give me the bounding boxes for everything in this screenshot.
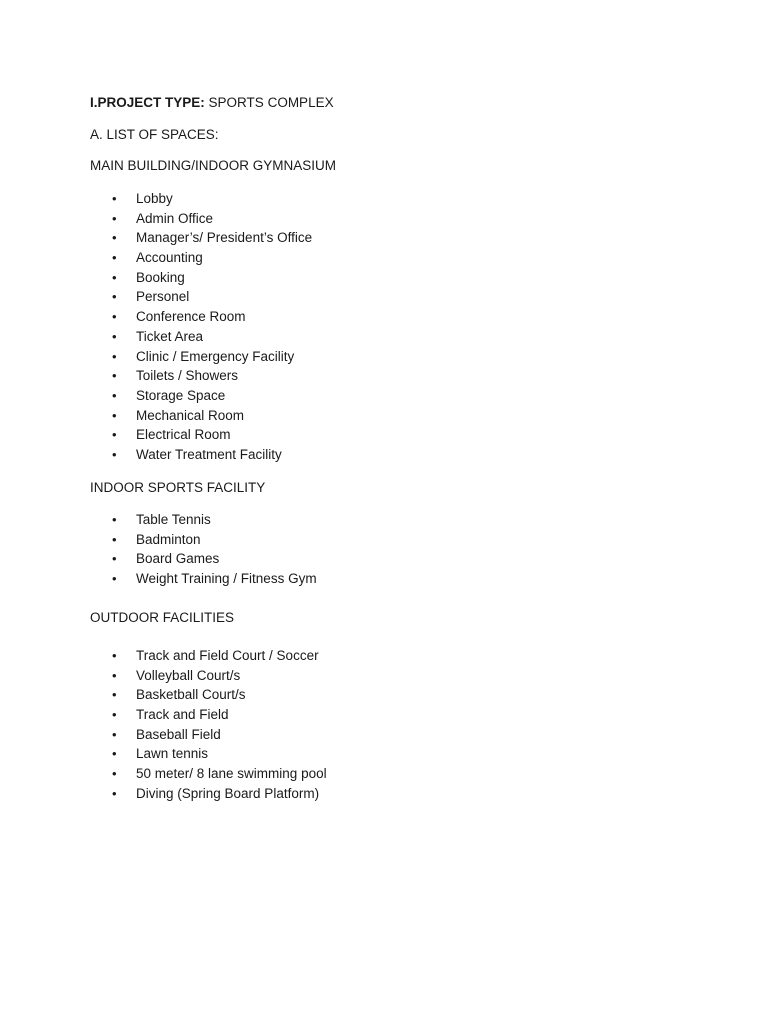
bullet-icon: • <box>112 309 117 325</box>
bullet-icon: • <box>112 512 117 527</box>
bullet-icon: • <box>112 531 117 547</box>
bullet-icon: • <box>112 348 117 364</box>
project-type-value: SPORTS COMPLEX <box>208 95 334 110</box>
bullet-icon: • <box>112 687 117 703</box>
list-of-spaces-heading: A. LIST OF SPACES: <box>90 127 219 142</box>
bullet-icon: • <box>112 551 117 567</box>
bullet-icon: • <box>112 210 117 226</box>
bullet-icon: • <box>112 571 117 587</box>
bullet-icon: • <box>112 328 117 344</box>
section-title-indoor-sports: INDOOR SPORTS FACILITY <box>90 480 266 495</box>
bullet-icon: • <box>112 648 117 663</box>
bullet-icon: • <box>112 746 117 762</box>
bullet-icon: • <box>112 230 117 246</box>
bullet-icon: • <box>112 427 117 443</box>
bullet-icon: • <box>112 289 117 305</box>
bullet-icon: • <box>112 407 117 423</box>
bullet-icon: • <box>112 191 117 206</box>
bullet-icon: • <box>112 368 117 384</box>
bullet-icon: • <box>112 446 117 462</box>
bullet-icon: • <box>112 387 117 403</box>
section-title-outdoor-facilities: OUTDOOR FACILITIES <box>90 610 235 625</box>
bullet-icon: • <box>112 707 117 723</box>
section-title-main-building: MAIN BUILDING/INDOOR GYMNASIUM <box>90 158 337 173</box>
project-type-label: I.PROJECT TYPE: <box>90 95 205 110</box>
bullet-icon: • <box>112 269 117 285</box>
project-type-line <box>90 94 334 112</box>
document-page: I.PROJECT TYPE: SPORTS COMPLEX A. LIST OF SPACES: MAIN BUILDING/INDOOR GYMNASIUM • Lobby • Admin Office • Manager’s/ President’s Office • Accounting • Booking • Personel • Conference Room • Ticket Area • Clinic / Emergency Facility • Toilets / Showers • Storage Space • Mechanical Room • Electrical Room • Water Treatment Facility INDOOR SPORTS FACILITY • Table Tennis • Badminton • Board Games • Weight Training / Fitness Gym OUTDOOR FACILITIES • Track and Field Court / Soccer • Volleyball Court/s • Basketball Court/s • Track and Field • Baseball Field • Lawn tennis • 50 meter/ 8 lane swimming pool • Diving (Spring Board Platform) <box>0 0 768 1024</box>
bullet-icon: • <box>112 250 117 266</box>
bullet-icon: • <box>112 667 117 683</box>
bullet-icon: • <box>112 726 117 742</box>
bullet-icon: • <box>112 766 117 782</box>
bullet-icon: • <box>112 785 117 801</box>
